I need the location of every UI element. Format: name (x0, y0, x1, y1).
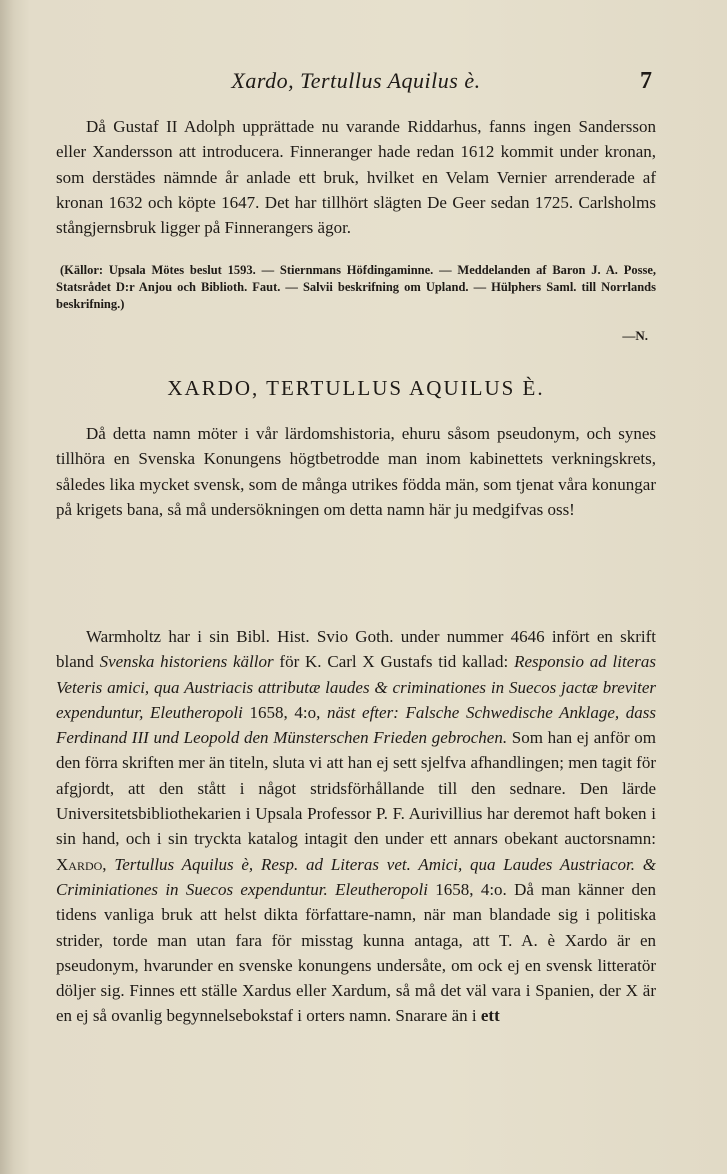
text-segment: 1658, 4:o, (242, 702, 328, 722)
running-header-title: Xardo, Tertullus Aquilus è. (231, 68, 481, 93)
running-header (56, 68, 656, 98)
text-segment: 1658, 4:o. Då man känner den tidens vanliga bruk att helst dikta författare-namn, när man blandade sig i politiska strider, torde man utan fara för misstag kunna antaga, att T. A. è Xardo är en pseudonym, hvarunder en svenske konungens undersåte, om ock ej en svensk litteratör döljer sig. Finnes ett ställe Xardus eller Xardum, så må det väl vara i Spanien, der X är en ej så ovanlig begynnelsebokstaf i orters namn. Snarare än i (56, 879, 656, 1026)
paragraph-riddarhus: Då Gustaf II Adolph upprättade nu varande Riddarhus, fanns ingen Sandersson eller Xandersson att introducera. Finneranger hade redan 1612 kommit under kronan, som derstädes nämnde år anlade ett bruk, hvilket en Velam Vernier arrenderade af kronan 1632 och köpte 1647. Det har tillhört slägten De Geer sedan 1725. Carlsholms stångjernsbruk ligger på Finnerangers ägor. (56, 117, 656, 238)
smallcaps-segment: Xardo, (56, 854, 107, 874)
italic-segment: Responsio ad literas Veteris amici, qua Austriacis attributæ laudes & criminationes in Suecos jactæ breviter expenduntur, Eleutheropoli (56, 652, 656, 722)
author-signature: —N. (622, 328, 648, 343)
paragraph-warmholtz (56, 624, 656, 1029)
italic-segment: Svenska historiens källor (99, 652, 274, 672)
text-segment: Som han ej anför om den förra skriften mer än titeln, sluta vi att han ej sett sjelfva afhandlingen; men tagit för afgjordt, att den stått i något stridsförhållande till den sednare. Den lärde Universitetsbibliothekarien i Upsala Professor P. F. Aurivillius har deremot haft boken i sin hand, och i sin tryckta katalog intagit den under ett annars obekant auctorsnamn: (56, 728, 656, 849)
paragraph-intro: Då detta namn möter i vår lärdomshistoria, ehuru såsom pseudonym, och synes tillhöra en Svenska Konungens högtbetrodde man inom kabinettets verkningskrets, således lika mycket svensk, som de många utrikes födda män, som tjenat våra konungar på krigets bana, så må undersökningen om detta namn här ju medgifvas oss! (56, 424, 656, 519)
italic-segment: Tertullus Aquilus è, Resp. ad Literas vet. Amici, qua Laudes Austriacor. & Criminiationes in Suecos expenduntur. Eleutheropoli (56, 854, 656, 899)
catchword: ett (480, 1006, 500, 1026)
italic-segment: näst efter: Falsche Schwedische Anklage, dass Ferdinand III und Leopold den Münsterschen Frieden gebrochen. (56, 702, 657, 748)
text-segment: Warmholtz har i sin Bibl. Hist. Svio Goth. under nummer 4646 infört en skrift bland (56, 627, 656, 672)
text-segment: för K. Carl X Gustafs tid kallad: (273, 652, 515, 672)
page-number: 7 (640, 68, 652, 94)
section-title: XARDO, TERTULLUS AQUILUS È. (167, 376, 545, 400)
sources-note: (Källor: Upsala Mötes beslut 1593. — Stiernmans Höfdingaminne. — Meddelanden af Baron J. A. Posse, Statsrådet D:r Anjou och Biblioth. Faut. — Salvii beskrifning om Upland. — Hülphers Saml. till Norrlands beskrifning.) (56, 263, 656, 311)
